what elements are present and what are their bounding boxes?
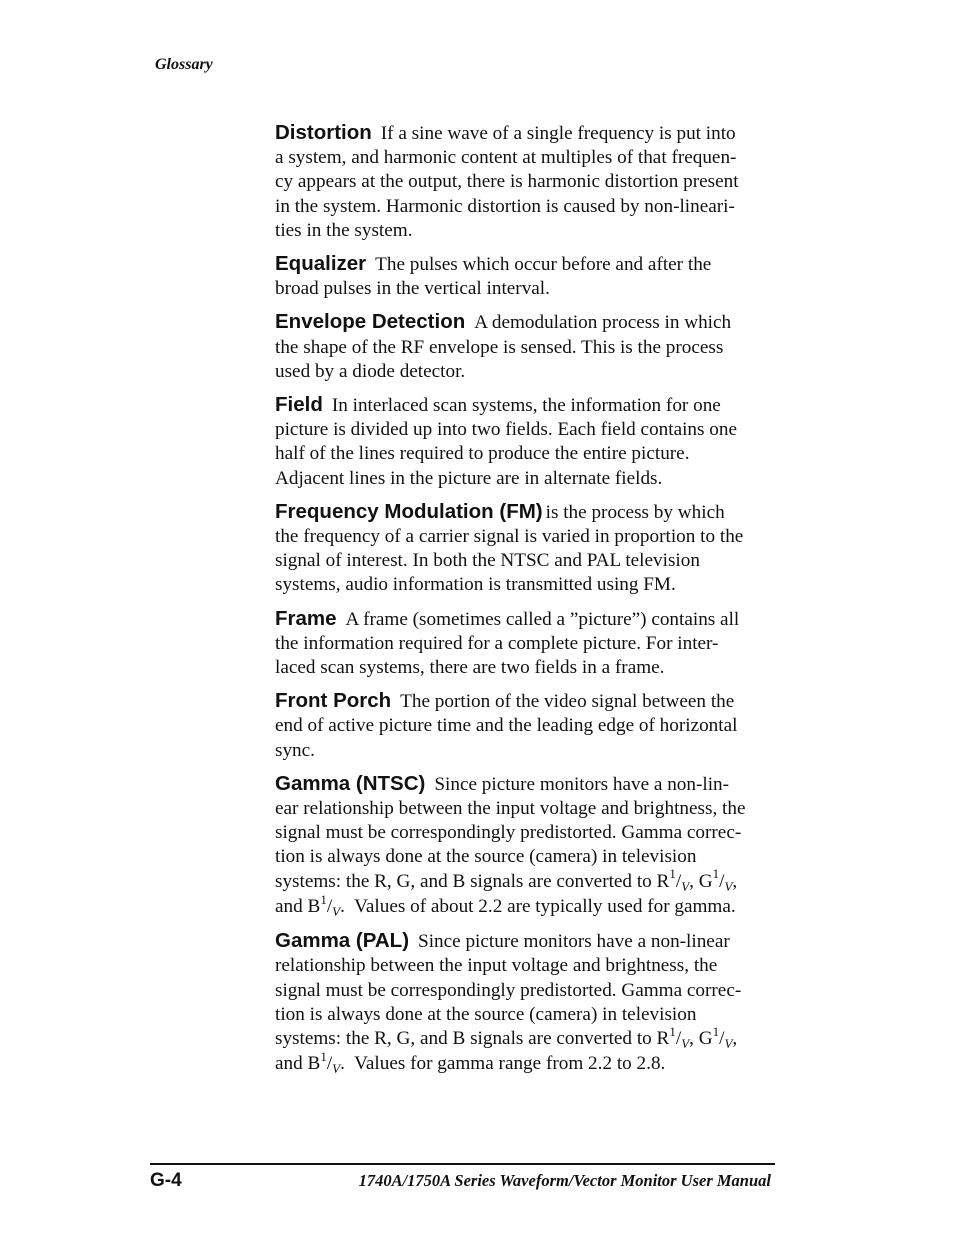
definition-line: in the system. Harmonic distortion is caused by non-lineari-: [275, 195, 735, 217]
definition-line: Since picture monitors have a non-lin-: [434, 773, 730, 795]
definition-line: picture is divided up into two fields. Each field contains one: [275, 419, 737, 441]
definition-line: is the process by which: [545, 501, 725, 523]
glossary-entry-field: [275, 393, 781, 491]
definition-line: Adjacent lines in the picture are in alternate fields.: [275, 467, 663, 489]
definition-line: the frequency of a carrier signal is varied in proportion to the: [275, 526, 744, 548]
definition-line: systems, audio information is transmitted using FM.: [275, 574, 676, 596]
definition-line: tion is always done at the source (camera) in television: [275, 846, 697, 868]
glossary-entry-equalizer: [275, 252, 781, 301]
definition-line: half of the lines required to produce the entire picture.: [275, 443, 690, 465]
definition-line: The portion of the video signal between the: [400, 691, 735, 713]
definition-line: ear relationship between the input voltage and brightness, the: [275, 798, 746, 820]
definition-line: If a sine wave of a single frequency is put into: [380, 123, 736, 144]
glossary-entry-frame: [275, 607, 781, 681]
page-number: G-4: [150, 1170, 182, 1191]
definition-line: signal must be correspondingly predistorted. Gamma correc-: [275, 979, 742, 1001]
term-heading: Gamma (NTSC): [275, 771, 426, 795]
manual-title: 1740A/1750A Series Waveform/Vector Monitor User Manual: [358, 1171, 771, 1190]
definition-line: sync.: [275, 739, 315, 761]
formula-line: systems: the R, G, and B signals are converted to $R^1/_V$, $G^1/_V$,: [275, 1023, 738, 1051]
definition-line: the information required for a complete picture. For inter-: [275, 632, 719, 654]
footer-rule: [150, 1163, 775, 1165]
definition-line: signal must be correspondingly predistorted. Gamma correc-: [275, 822, 742, 844]
definition-line: the shape of the RF envelope is sensed. This is the process: [275, 336, 724, 358]
definition-line: end of active picture time and the leading edge of horizontal: [275, 715, 738, 737]
glossary-entry-front-porch: [275, 689, 781, 763]
term-heading: Frequency Modulation (FM): [275, 499, 543, 523]
formula-line: systems: the R, G, and B signals are converted to $R^1/_V$, $G^1/_V$,: [275, 866, 738, 894]
term-heading: Front Porch: [275, 689, 392, 713]
section-header: Glossary: [155, 56, 213, 73]
term-heading: Equalizer: [275, 252, 367, 276]
definition-line: broad pulses in the vertical interval.: [275, 278, 550, 300]
formula-line: and $B^1/_V$. Values of about 2.2 are typically used for gamma.: [275, 891, 736, 919]
definition-line: signal of interest. In both the NTSC and PAL television: [275, 550, 700, 572]
glossary-entry-envelope-detection: [275, 310, 781, 384]
formula-line: and $B^1/_V$. Values for gamma range from 2.2 to 2.8.: [275, 1048, 666, 1077]
definition-line: a system, and harmonic content at multiples of that frequen-: [275, 147, 737, 169]
glossary-entry-gamma-pal: [275, 929, 781, 1077]
glossary-entry-frequency-modulation: [275, 500, 781, 598]
definition-line: In interlaced scan systems, the information for one: [331, 395, 721, 417]
definition-line: tion is always done at the source (camera) in television: [275, 1003, 697, 1025]
definition-line: Since picture monitors have a non-linear: [418, 931, 730, 953]
term-heading: Field: [275, 393, 323, 417]
definition-line: A frame (sometimes called a ”picture”) contains all: [345, 608, 740, 630]
definition-line: used by a diode detector.: [275, 360, 466, 382]
glossary-entry-distortion: [275, 121, 781, 243]
definition-line: A demodulation process in which: [474, 312, 732, 334]
term-heading: Frame: [275, 606, 337, 630]
glossary-entry-gamma-ntsc: [275, 772, 781, 920]
definition-line: ties in the system.: [275, 219, 413, 241]
definition-line: relationship between the input voltage and brightness, the: [275, 955, 718, 977]
term-heading: Distortion: [275, 121, 372, 144]
term-heading: Envelope Detection: [275, 310, 466, 334]
glossary-content: [275, 121, 781, 1086]
term-heading: Gamma (PAL): [275, 929, 410, 953]
definition-line: The pulses which occur before and after the: [375, 254, 712, 276]
definition-line: cy appears at the output, there is harmonic distortion present: [275, 171, 739, 193]
definition-line: laced scan systems, there are two fields in a frame.: [275, 657, 665, 679]
